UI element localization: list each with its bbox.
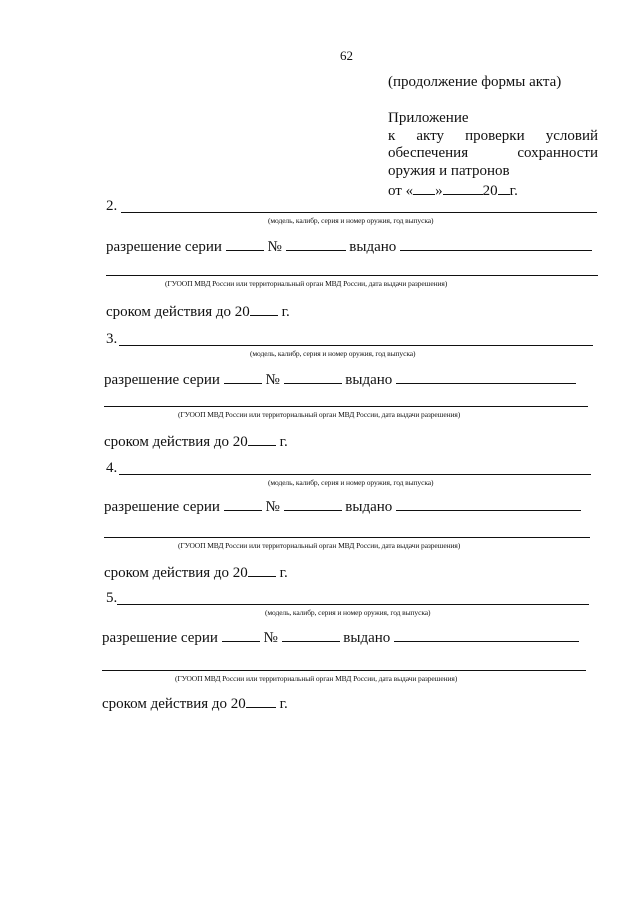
permit-line [106,236,592,256]
weapon-field[interactable] [121,212,597,213]
entry-number: 5. [106,590,118,606]
issued-by-field[interactable] [396,496,581,511]
issued-label: выдано [345,499,393,515]
permit-label: разрешение серии [102,630,218,646]
validity-suffix: г. [281,304,290,320]
permit-label: разрешение серии [106,239,222,255]
date-year-field[interactable] [498,180,510,195]
weapon-field[interactable] [117,604,589,605]
validity-prefix: сроком действия до 20 [102,696,246,712]
validity-year-field[interactable] [248,431,276,446]
validity-year-field[interactable] [246,693,276,708]
permit-number-field[interactable] [284,369,342,384]
validity-line [102,693,288,713]
weapon-field[interactable] [119,474,591,475]
issuer-caption: (ГУООП МВД России или территориальный орган МВД России, дата выдачи разрешения) [178,410,461,419]
validity-prefix: сроком действия до 20 [104,565,248,581]
validity-prefix: сроком действия до 20 [104,434,248,450]
issued-label: выдано [345,372,393,388]
date-mid: » [435,183,443,199]
entry-number: 2. [106,198,118,214]
permit-series-field[interactable] [224,369,262,384]
appendix-header [388,110,598,201]
page-number: 62 [340,48,353,63]
number-sign: № [267,239,282,255]
date-day-field[interactable] [413,180,435,195]
issued-label: выдано [343,630,391,646]
date-prefix: от « [388,183,414,199]
permit-series-field[interactable] [222,627,260,642]
validity-suffix: г. [279,696,288,712]
permit-number-field[interactable] [286,236,346,251]
permit-number-field[interactable] [282,627,340,642]
issued-label: выдано [349,239,397,255]
validity-suffix: г. [279,434,288,450]
permit-line [102,627,579,647]
validity-line [104,562,288,582]
weapon-caption: (модель, калибр, серия и номер оружия, год выпуска) [265,608,431,617]
weapon-caption: (модель, калибр, серия и номер оружия, год выпуска) [268,478,434,487]
issued-by-field[interactable] [400,236,592,251]
permit-series-field[interactable] [226,236,264,251]
form-continuation-note: (продолжение формы акта) [388,74,562,90]
weapon-caption: (модель, калибр, серия и номер оружия, год выпуска) [250,349,416,358]
entry-number: 3. [106,331,118,347]
permit-line [104,369,576,389]
number-sign: № [263,630,278,646]
number-sign: № [265,499,280,515]
weapon-field[interactable] [119,345,593,346]
permit-line [104,496,581,516]
appendix-line: к акту проверки условий [388,127,598,144]
weapon-caption: (модель, калибр, серия и номер оружия, год выпуска) [268,216,434,225]
issued-by-field[interactable] [394,627,579,642]
issuer-field[interactable] [104,406,588,407]
date-suffix: г. [509,183,518,199]
issuer-field[interactable] [104,537,590,538]
validity-line [106,301,290,321]
permit-label: разрешение серии [104,499,220,515]
number-sign: № [265,372,280,388]
validity-year-field[interactable] [248,562,276,577]
appendix-title: Приложение [388,110,469,126]
date-month-field[interactable] [443,180,483,195]
issuer-field[interactable] [106,275,598,276]
validity-line [104,431,288,451]
issued-by-field[interactable] [396,369,576,384]
permit-series-field[interactable] [224,496,262,511]
appendix-line: оружия и патронов [388,162,510,179]
validity-prefix: сроком действия до 20 [106,304,250,320]
permit-label: разрешение серии [104,372,220,388]
issuer-field[interactable] [102,670,586,671]
appendix-line: обеспечения сохранности [388,145,598,161]
validity-suffix: г. [279,565,288,581]
appendix-date [388,180,598,201]
validity-year-field[interactable] [250,301,278,316]
permit-number-field[interactable] [284,496,342,511]
issuer-caption: (ГУООП МВД России или территориальный орган МВД России, дата выдачи разрешения) [178,541,461,550]
issuer-caption: (ГУООП МВД России или территориальный орган МВД России, дата выдачи разрешения) [175,674,458,683]
date-year-prefix: 20 [482,183,498,199]
issuer-caption: (ГУООП МВД России или территориальный орган МВД России, дата выдачи разрешения) [165,279,448,288]
entry-number: 4. [106,460,118,476]
